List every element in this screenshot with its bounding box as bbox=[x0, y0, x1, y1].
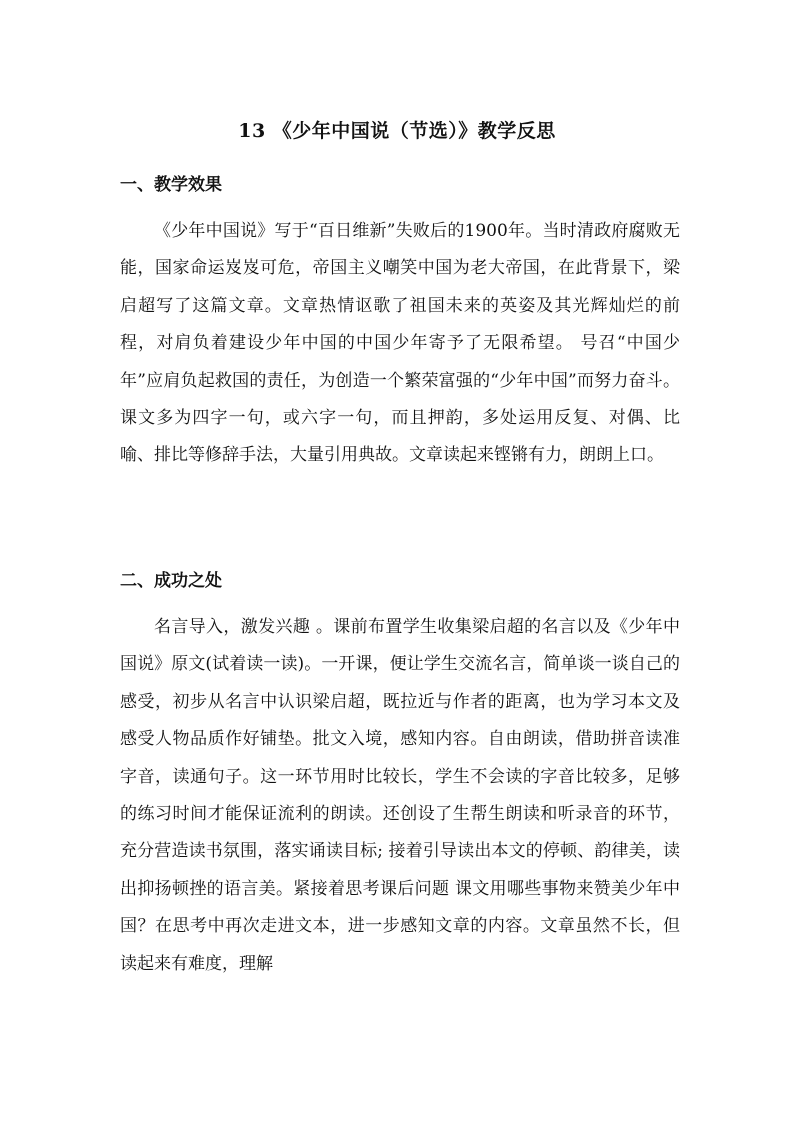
section-heading-teaching-effect: 一、教学效果 bbox=[120, 175, 222, 195]
paragraph-teaching-effect: 《少年中国说》写于“百日维新”失败后的1900年。当时清政府腐败无能，国家命运岌岌可危，帝国主义嘲笑中国为老大帝国，在此背景下，梁启超写了这篇文章。文章热情讴歌了祖国未来的英姿及其光辉灿烂的前程，对肩负着建设少年中国的中国少年寄予了无限希望。 号召“中国少年”应肩负起救国的责任，为创造一个繁荣富强的“少年中国”而努力奋斗。 课文多为四字一句，或六字一句，而且押韵，多处运用反复、对偶、比喻、排比等修辞手法，大量引用典故。文章读起来铿锵有力，朗朗上口。 bbox=[120, 221, 680, 466]
document-title: 13 《少年中国说（节选）》教学反思 bbox=[238, 120, 556, 142]
paragraph-success-points: 名言导入，激发兴趣 。课前布置学生收集梁启超的名言以及《少年中国说》原文(试着读一读)。一开课，便让学生交流名言，简单谈一谈自己的感受，初步从名言中认识梁启超，既拉近与作者的距离，也为学习本文及感受人物品质作好铺垫。批文入境，感知内容。自由朗读，借助拼音读准字音，读通句子。这一环节用时比较长，学生不会读的字音比较多，足够的练习时间才能保证流利的朗读。还创设了生帮生朗读和听录音的环节，充分营造读书氛围，落实诵读目标; 接着引导读出本文的停顿、韵律美，读出抑扬顿挫的语言美。紧接着思考课后问题 课文用哪些事物来赞美少年中国？在思考中再次走进文本，进一步感知文章的内容。文章虽然不长，但读起来有难度，理解 bbox=[120, 617, 680, 974]
section-heading-success-points: 二、成功之处 bbox=[120, 571, 222, 591]
